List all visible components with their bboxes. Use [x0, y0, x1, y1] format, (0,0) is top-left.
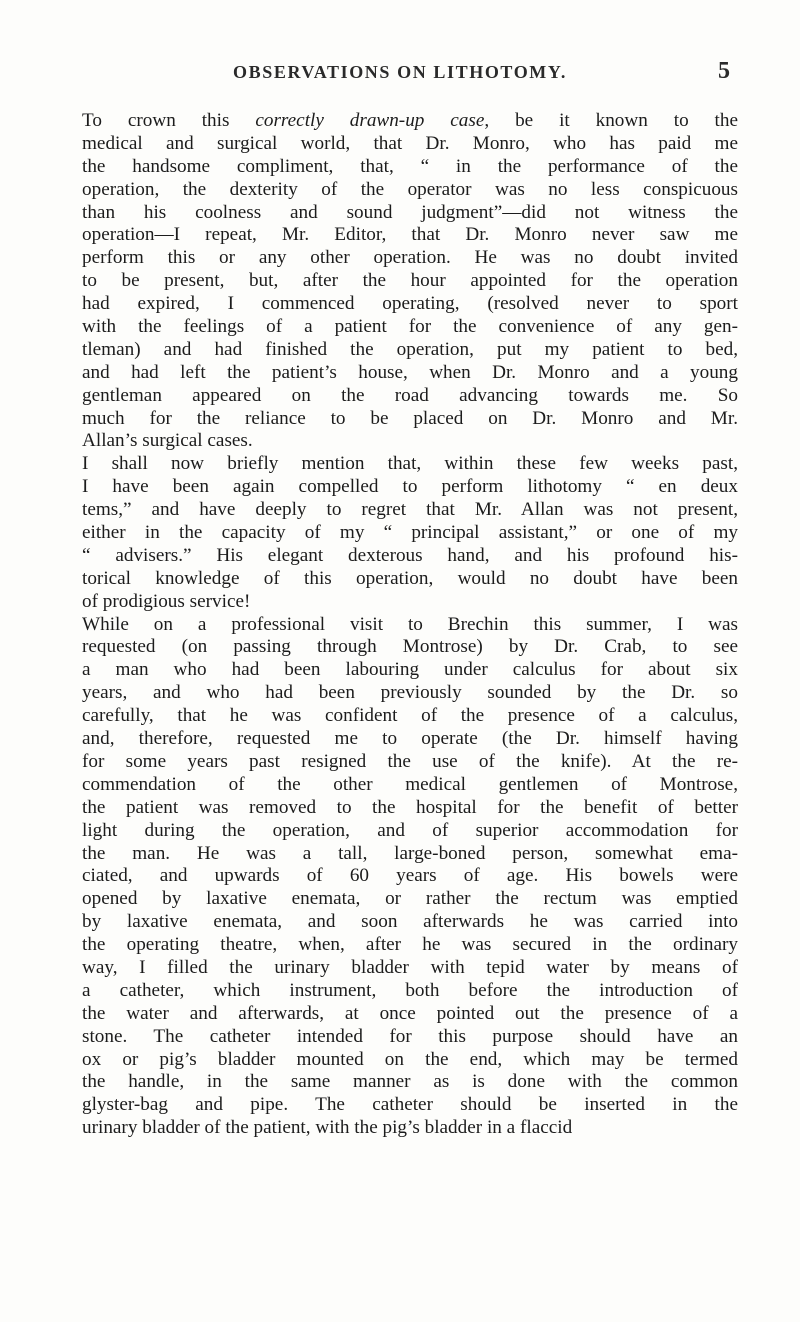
running-title: OBSERVATIONS ON LITHOTOMY.: [233, 62, 567, 82]
text-line: had expired, I commenced operating, (resolved never to sport: [82, 293, 738, 315]
text-line: of prodigious service!: [82, 590, 251, 612]
text-line: for some years past resigned the use of the knife). At the re-: [82, 750, 738, 772]
text-line: and had left the patient’s house, when Dr. Monro and a young: [82, 361, 738, 383]
text-line: operation—I repeat, Mr. Editor, that Dr. Monro never saw me: [82, 224, 738, 246]
text-line: I shall now briefly mention that, within these few weeks past,: [82, 453, 738, 475]
text-line: glyster-bag and pipe. The catheter should be inserted in the: [82, 1094, 738, 1116]
text-line: than his coolness and sound judgment”—did not witness the: [82, 201, 738, 223]
text-line: a man who had been labouring under calculus for about six: [82, 659, 738, 681]
text-line: the patient was removed to the hospital for the benefit of better: [82, 796, 738, 818]
text-line: gentleman appeared on the road advancing towards me. So: [82, 384, 738, 406]
text-line: tleman) and had finished the operation, put my patient to bed,: [82, 338, 738, 360]
page-number: 5: [718, 58, 730, 84]
text-line: much for the reliance to be placed on Dr. Monro and Mr.: [82, 407, 738, 429]
text-line: the handsome compliment, that, “ in the performance of the: [82, 155, 738, 177]
text-line: light during the operation, and of superior accommodation for: [82, 819, 738, 841]
text-line: urinary bladder of the patient, with the pig’s bladder in a flaccid: [82, 1117, 573, 1139]
text-line: I have been again compelled to perform lithotomy “ en deux: [82, 476, 738, 498]
text-line: torical knowledge of this operation, would no doubt have been: [82, 567, 738, 589]
text-line: and, therefore, requested me to operate (the Dr. himself having: [82, 728, 738, 750]
text-line: the water and afterwards, at once pointed out the presence of a: [82, 1002, 738, 1024]
text-line: with the feelings of a patient for the convenience of any gen-: [82, 316, 738, 338]
text-line: “ advisers.” His elegant dexterous hand, and his profound his-: [82, 544, 738, 566]
text-line: the handle, in the same manner as is done with the common: [82, 1071, 738, 1093]
running-head: [60, 58, 740, 92]
text-line: carefully, that he was confident of the presence of a calculus,: [82, 705, 738, 727]
text-line: the operating theatre, when, after he was secured in the ordinary: [82, 934, 738, 956]
text-line: to be present, but, after the hour appointed for the operation: [82, 270, 738, 292]
text-line: While on a professional visit to Brechin this summer, I was: [82, 613, 738, 635]
text-line: stone. The catheter intended for this purpose should have an: [82, 1025, 738, 1047]
text-line: ciated, and upwards of 60 years of age. His bowels were: [82, 865, 738, 887]
text-line: perform this or any other operation. He was no doubt invited: [82, 247, 738, 269]
text-line: the man. He was a tall, large-boned person, somewhat ema-: [82, 842, 738, 864]
text-line: a catheter, which instrument, both before the introduction of: [82, 979, 738, 1001]
text-line: way, I filled the urinary bladder with tepid water by means of: [82, 956, 738, 978]
text-line: years, and who had been previously sounded by the Dr. so: [82, 682, 738, 704]
text-line: operation, the dexterity of the operator was no less conspicuous: [82, 178, 738, 200]
text-line: by laxative enemata, and soon afterwards he was carried into: [82, 911, 738, 933]
text-line: requested (on passing through Montrose) by Dr. Crab, to see: [82, 636, 738, 658]
text-line: ox or pig’s bladder mounted on the end, which may be termed: [82, 1048, 738, 1070]
text-line: medical and surgical world, that Dr. Monro, who has paid me: [82, 132, 738, 154]
text-line: tems,” and have deeply to regret that Mr. Allan was not present,: [82, 499, 738, 521]
body-text: [82, 110, 738, 1140]
text-line: either in the capacity of my “ principal assistant,” or one of my: [82, 522, 738, 544]
text-line: commendation of the other medical gentlemen of Montrose,: [82, 773, 738, 795]
text-line: opened by laxative enemata, or rather the rectum was emptied: [82, 888, 738, 910]
text-line: To crown this correctly drawn-up case, be it known to the: [82, 110, 738, 131]
text-line: Allan’s surgical cases.: [82, 430, 253, 452]
